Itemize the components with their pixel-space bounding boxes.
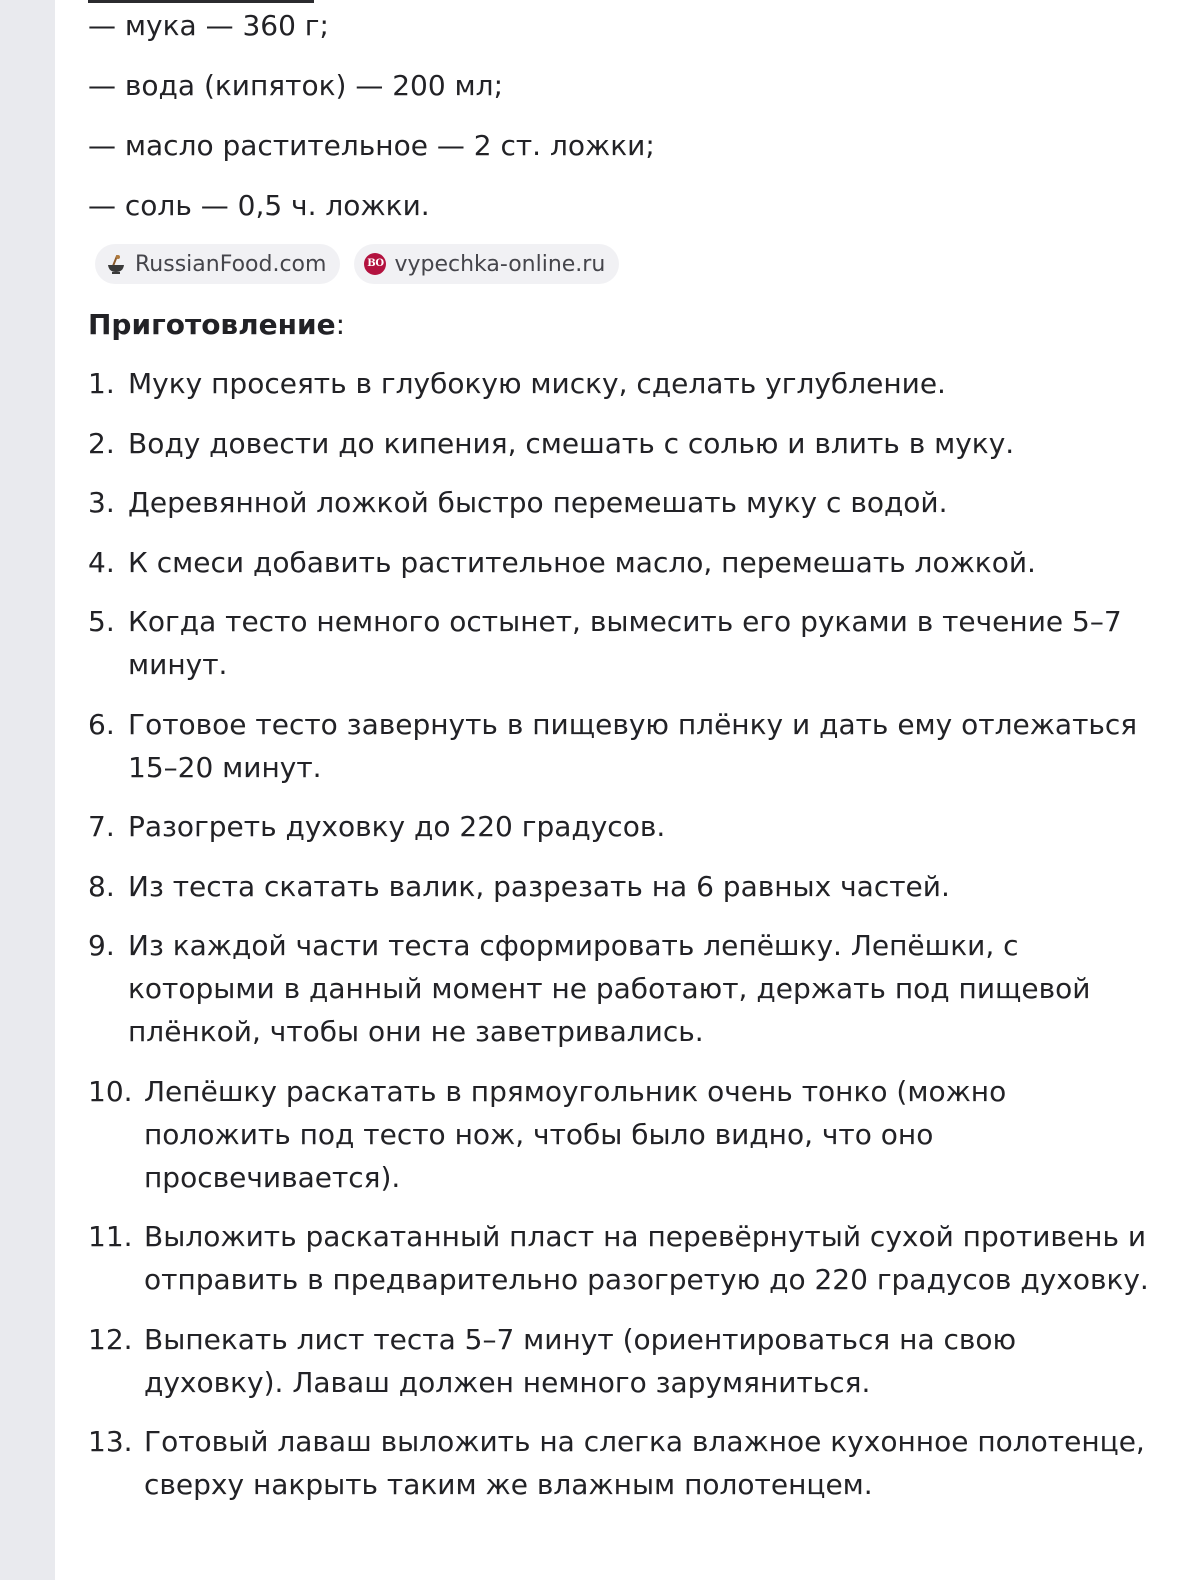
step-item — [88, 541, 1150, 584]
step-text: Лепёшку раскатать в прямоугольник очень тонко (можно положить под тесто нож, чтобы было видно, что оно просвечивается). — [144, 1074, 1007, 1194]
step-text: Муку просеять в глубокую миску, сделать углубление. — [128, 367, 946, 400]
step-item — [88, 1318, 1150, 1404]
step-item — [88, 805, 1150, 848]
source-chip-label: RussianFood.com — [135, 251, 327, 277]
source-chip-vypechka[interactable] — [354, 244, 619, 284]
step-number: 13. — [88, 1425, 133, 1458]
answer-panel — [55, 0, 1181, 1580]
step-text: Выложить раскатанный пласт на перевёрнутый сухой противень и отправить в предварительно разогретую до 220 градусов духовку. — [144, 1220, 1149, 1296]
step-number: 8. — [88, 869, 115, 903]
step-number: 11. — [88, 1220, 133, 1253]
step-text: К смеси добавить растительное масло, перемешать ложкой. — [128, 545, 1036, 579]
step-item — [88, 865, 1150, 908]
step-item — [88, 1215, 1150, 1301]
step-text: Готовое тесто завернуть в пищевую плёнку и дать ему отлежаться 15–20 минут. — [128, 707, 1138, 784]
step-number: 4. — [88, 545, 115, 579]
ingredient-item: — соль — 0,5 ч. ложки. — [88, 189, 430, 222]
ingredient-item: — мука — 360 г; — [88, 9, 329, 42]
step-text: Готовый лаваш выложить на слегка влажное кухонное полотенце, сверху накрыть таким же влажным полотенцем. — [144, 1425, 1145, 1501]
section-heading-colon: : — [335, 308, 346, 341]
site-logo-icon: BO — [364, 253, 386, 275]
step-number: 12. — [88, 1322, 133, 1356]
step-number: 9. — [88, 929, 115, 962]
section-heading-text: Приготовление — [88, 308, 336, 341]
step-number: 3. — [88, 486, 115, 519]
section-heading — [88, 303, 345, 347]
step-number: 7. — [88, 810, 115, 843]
step-text: Из каждой части теста сформировать лепёшку. Лепёшки, с которыми в данный момент не работают, держать под пищевой плёнкой, чтобы они не заветривались. — [128, 929, 1091, 1048]
step-item — [88, 1070, 1150, 1199]
ingredient-item: — вода (кипяток) — 200 мл; — [88, 69, 504, 102]
step-item — [88, 1420, 1150, 1506]
step-text: Когда тесто немного остынет, вымесить его руками в течение 5–7 минут. — [128, 605, 1122, 681]
step-text: Деревянной ложкой быстро перемешать муку с водой. — [128, 486, 948, 519]
divider — [88, 0, 314, 3]
step-number: 2. — [88, 426, 115, 460]
step-item — [88, 362, 1150, 405]
ingredients-list — [88, 4, 1148, 244]
step-text: Из теста скатать валик, разрезать на 6 равных частей. — [128, 869, 950, 903]
step-number: 1. — [88, 367, 115, 400]
bowl-with-spoon-icon — [105, 253, 127, 275]
step-number: 5. — [88, 605, 115, 638]
step-item — [88, 481, 1150, 524]
step-text: Выпекать лист теста 5–7 минут (ориентироваться на свою духовку). Лаваш должен немного зарумяниться. — [144, 1322, 1017, 1399]
step-text: Воду довести до кипения, смешать с солью и влить в муку. — [128, 426, 1015, 460]
step-item — [88, 600, 1150, 686]
step-item — [88, 924, 1150, 1053]
source-chip-label: vypechka-online.ru — [394, 251, 606, 277]
step-number: 6. — [88, 707, 115, 741]
step-number: 10. — [88, 1074, 133, 1108]
ingredient-item: — масло растительное — 2 ст. ложки; — [88, 129, 655, 162]
step-item — [88, 422, 1150, 465]
steps-list — [88, 362, 1150, 1523]
source-chips — [95, 244, 619, 284]
step-text: Разогреть духовку до 220 градусов. — [128, 810, 666, 843]
source-chip-russianfood[interactable] — [95, 244, 340, 284]
step-item — [88, 703, 1150, 789]
